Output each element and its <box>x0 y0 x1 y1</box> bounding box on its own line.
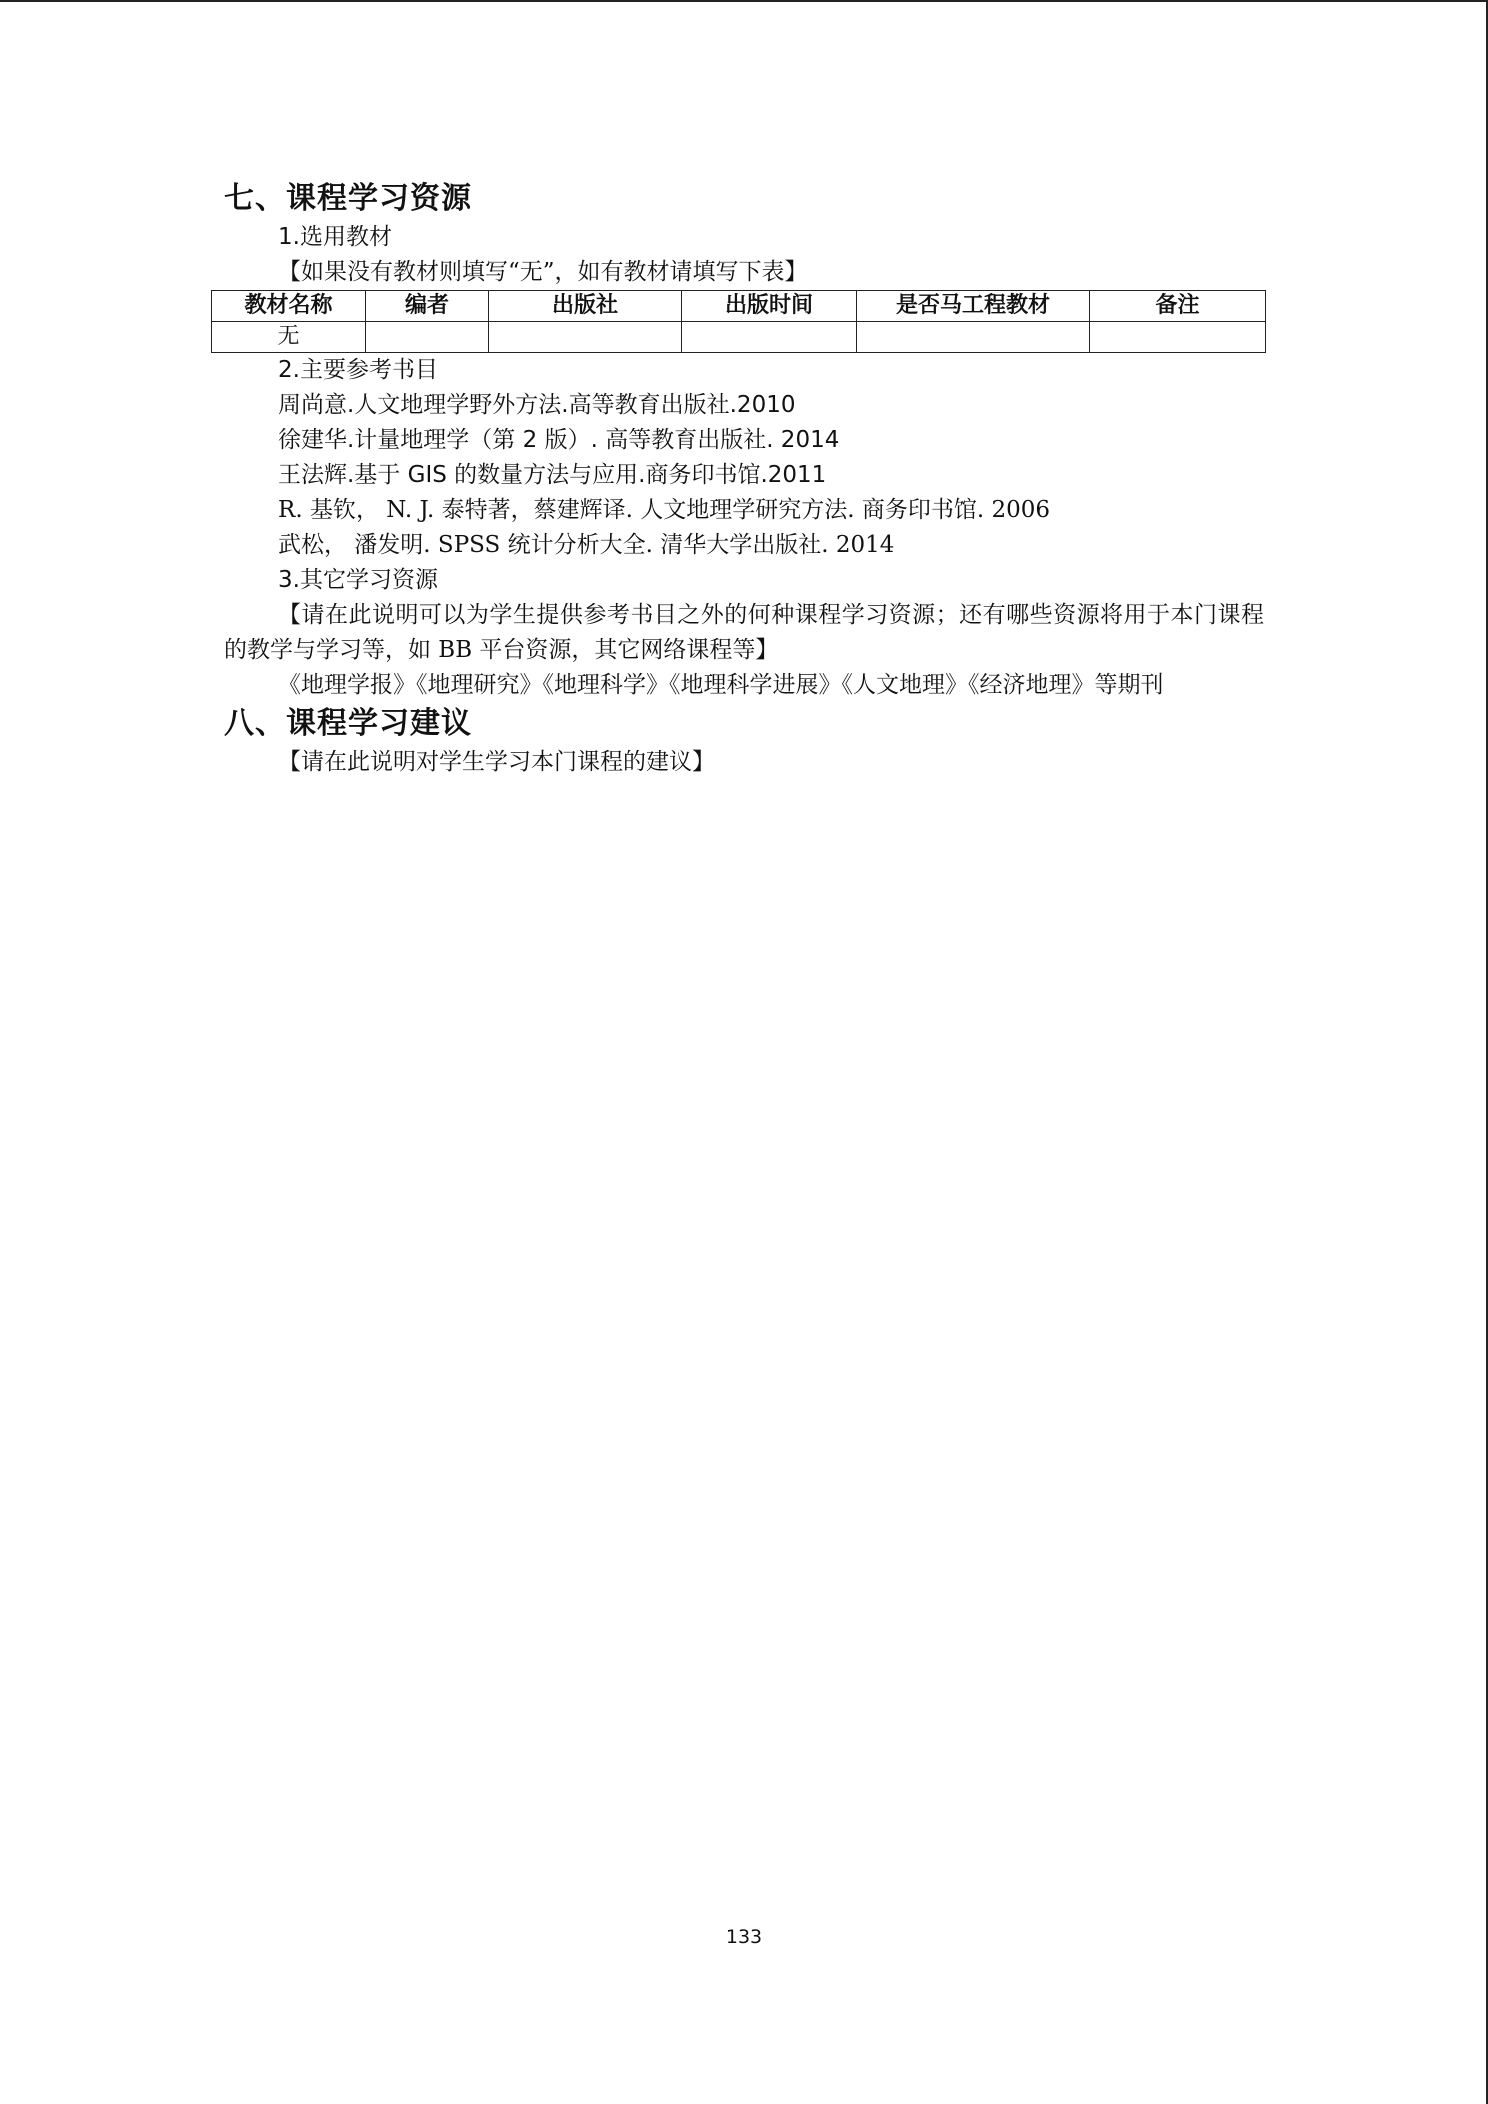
textbook-table <box>211 290 1266 353</box>
table-cell <box>682 322 857 353</box>
table-cell <box>857 322 1090 353</box>
reference-item: 王法辉.基于 GIS 的数量方法与应用.商务印书馆.2011 <box>278 462 827 488</box>
references-subtitle: 2.主要参考书目 <box>278 357 438 383</box>
textbook-subtitle: 1.选用教材 <box>278 224 392 250</box>
table-header-cell: 出版时间 <box>682 291 857 322</box>
section-8-heading: 八、课程学习建议 <box>224 706 472 741</box>
table-header-row <box>212 291 1266 322</box>
study-advice-instruction: 【请在此说明对学生学习本门课程的建议】 <box>278 749 715 775</box>
table-header-cell: 教材名称 <box>212 291 366 322</box>
table-header-cell: 备注 <box>1090 291 1266 322</box>
other-resources-content: 《地理学报》《地理研究》《地理科学》《地理科学进展》《人文地理》《经济地理》等期刊 <box>278 672 1164 698</box>
table-header-cell: 是否马工程教材 <box>857 291 1090 322</box>
reference-item: 武松， 潘发明. SPSS 统计分析大全. 清华大学出版社. 2014 <box>278 532 895 558</box>
table-cell <box>489 322 682 353</box>
other-resources-instruction: 【请在此说明可以为学生提供参考书目之外的何种课程学习资源；还有哪些资源将用于本门课程的教学与学习等，如 BB 平台资源，其它网络课程等】 <box>224 602 1264 663</box>
textbook-instruction: 【如果没有教材则填写“无”，如有教材请填写下表】 <box>278 259 808 285</box>
table-cell: 无 <box>212 322 366 353</box>
document-body <box>224 178 1264 780</box>
reference-item: 周尚意.人文地理学野外方法.高等教育出版社.2010 <box>278 392 796 418</box>
page-border-top <box>0 0 1488 2</box>
table-header-cell: 出版社 <box>489 291 682 322</box>
section-7-heading: 七、课程学习资源 <box>224 181 472 216</box>
table-cell <box>366 322 489 353</box>
other-resources-subtitle: 3.其它学习资源 <box>278 567 438 593</box>
reference-item: R. 基钦， N. J. 泰特著，蔡建辉译. 人文地理学研究方法. 商务印书馆. 2006 <box>278 497 1050 523</box>
table-cell <box>1090 322 1266 353</box>
page-number: 133 <box>725 1926 763 1948</box>
table-header-cell: 编者 <box>366 291 489 322</box>
table-row <box>212 322 1266 353</box>
reference-item: 徐建华.计量地理学（第 2 版）. 高等教育出版社. 2014 <box>278 427 840 453</box>
